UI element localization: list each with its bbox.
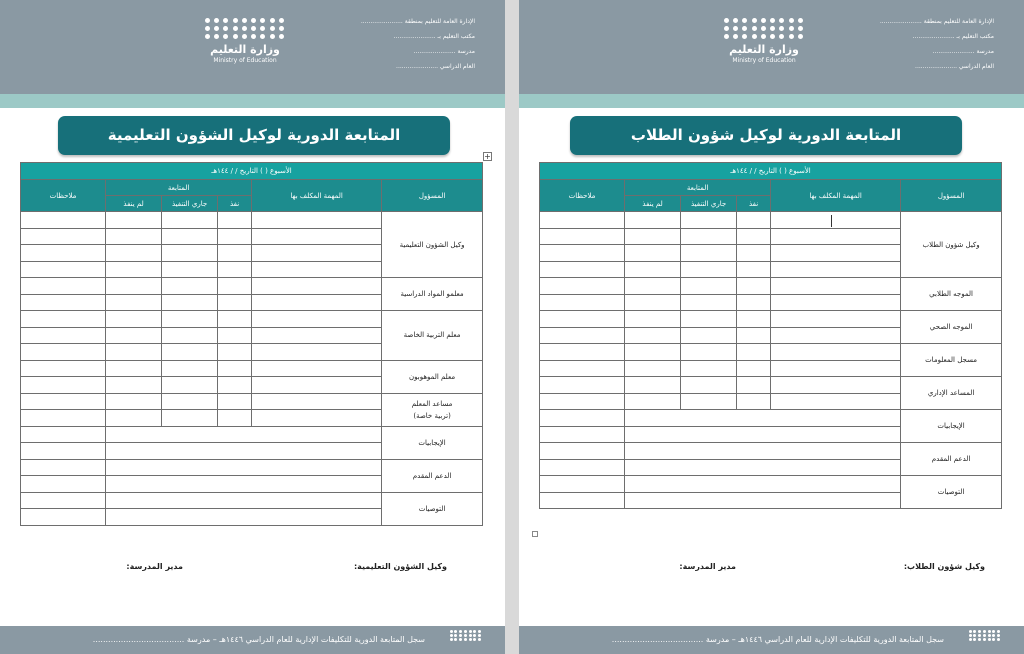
signature-principal: مدير المدرسة: <box>679 562 736 571</box>
table-cell[interactable] <box>21 410 106 427</box>
col-notes: ملاحظات <box>540 180 625 212</box>
summary-cell[interactable] <box>106 476 382 493</box>
table-cell[interactable] <box>681 228 737 245</box>
table-cell[interactable] <box>252 212 382 229</box>
role-label: وكيل الشؤون التعليمية <box>382 212 483 278</box>
page-title: المتابعة الدورية لوكيل الشؤون التعليمية <box>58 116 450 155</box>
table-cell[interactable] <box>737 344 771 361</box>
table-cell[interactable] <box>106 377 162 394</box>
page-left <box>0 0 505 654</box>
summary-label: التوصيات <box>901 476 1002 509</box>
summary-notes-cell[interactable] <box>21 509 106 526</box>
table-cell[interactable] <box>162 393 218 410</box>
table-cell[interactable] <box>771 261 901 278</box>
table-cell[interactable] <box>681 294 737 311</box>
summary-label: الإيجابيات <box>382 426 483 459</box>
role-label: الموجه الطلابي <box>901 278 1002 311</box>
table-cell[interactable] <box>625 360 681 377</box>
table-cell[interactable] <box>540 278 625 295</box>
table-cell[interactable] <box>218 360 252 377</box>
logo-english-text: Ministry of Education <box>732 57 796 64</box>
table-cell[interactable] <box>625 245 681 262</box>
col-in-progress: جاري التنفيذ <box>681 196 737 212</box>
summary-notes-cell[interactable] <box>21 492 106 509</box>
table-cell[interactable] <box>625 377 681 394</box>
table-cell[interactable] <box>771 311 901 328</box>
col-responsible: المسؤول <box>901 180 1002 212</box>
header-info <box>824 14 994 74</box>
table-cell[interactable] <box>218 278 252 295</box>
table-cell[interactable] <box>540 294 625 311</box>
table-cell[interactable] <box>771 360 901 377</box>
header-band <box>519 94 1024 108</box>
col-followup: المتابعة <box>625 180 771 196</box>
table-cell[interactable] <box>252 245 382 262</box>
header-school-line: مدرسة ...................... <box>413 48 475 55</box>
table-cell[interactable] <box>625 344 681 361</box>
role-label: معلم الموهوبون <box>382 360 483 393</box>
table-cell[interactable] <box>737 360 771 377</box>
summary-label: الدعم المقدم <box>382 459 483 492</box>
table-cell[interactable] <box>162 212 218 229</box>
role-label: وكيل شؤون الطلاب <box>901 212 1002 278</box>
table-cell[interactable] <box>21 344 106 361</box>
table-cell[interactable] <box>737 294 771 311</box>
table-cell[interactable] <box>106 410 162 427</box>
table-cell[interactable] <box>162 245 218 262</box>
table-cell[interactable] <box>21 245 106 262</box>
table-cell[interactable] <box>162 311 218 328</box>
page-footer <box>0 626 505 654</box>
header-year-line: العام الدراسي ...................... <box>915 63 994 70</box>
summary-cell[interactable] <box>625 426 901 443</box>
col-followup: المتابعة <box>106 180 252 196</box>
table-move-handle-icon[interactable]: + <box>484 152 491 161</box>
table-cell[interactable] <box>625 261 681 278</box>
header-year-line: العام الدراسي ...................... <box>396 63 475 70</box>
table-cell[interactable] <box>681 344 737 361</box>
role-label: مساعد المعلم (تربية خاصة) <box>382 393 483 426</box>
summary-cell[interactable] <box>106 459 382 476</box>
followup-table <box>20 162 483 526</box>
header-office-line: مكتب التعليم بـ ...................... <box>393 33 475 40</box>
table-cell[interactable] <box>625 278 681 295</box>
footer-logo-icon <box>964 630 1000 650</box>
table-cell[interactable] <box>218 393 252 410</box>
summary-cell[interactable] <box>625 476 901 493</box>
table-cell[interactable] <box>540 311 625 328</box>
summary-notes-cell[interactable] <box>540 410 625 427</box>
summary-cell[interactable] <box>625 443 901 460</box>
table-cell[interactable] <box>540 212 625 229</box>
ministry-logo-icon <box>205 18 285 40</box>
table-cell[interactable] <box>540 344 625 361</box>
table-cell[interactable] <box>106 327 162 344</box>
table-cell[interactable] <box>540 377 625 394</box>
table-resize-handle[interactable] <box>532 531 538 537</box>
table-cell[interactable] <box>737 212 771 229</box>
summary-notes-cell[interactable] <box>540 476 625 493</box>
summary-label: الدعم المقدم <box>901 443 1002 476</box>
table-cell[interactable] <box>737 245 771 262</box>
table-cell[interactable] <box>106 311 162 328</box>
role-label: المساعد الإداري <box>901 377 1002 410</box>
logo-arabic-text: وزارة التعليم <box>210 43 280 56</box>
summary-label: الإيجابيات <box>901 410 1002 443</box>
table-cell[interactable] <box>106 278 162 295</box>
table-cell[interactable] <box>252 393 382 410</box>
table-cell[interactable] <box>771 327 901 344</box>
table-cell[interactable] <box>218 228 252 245</box>
table-cell[interactable] <box>21 261 106 278</box>
table-cell[interactable] <box>252 261 382 278</box>
role-label: الموجه الصحي <box>901 311 1002 344</box>
table-cell[interactable] <box>106 261 162 278</box>
table-cell[interactable] <box>681 311 737 328</box>
table-cell[interactable] <box>162 377 218 394</box>
table-cell[interactable] <box>737 261 771 278</box>
table-cell[interactable] <box>21 393 106 410</box>
table-cell[interactable] <box>162 278 218 295</box>
col-task: المهمة المكلف بها <box>252 180 382 212</box>
table-cell[interactable] <box>540 228 625 245</box>
followup-table <box>539 162 1002 509</box>
table-cell[interactable] <box>252 294 382 311</box>
table-cell[interactable] <box>162 410 218 427</box>
ministry-logo-icon <box>724 18 804 40</box>
table-cell[interactable] <box>771 377 901 394</box>
table-cell[interactable] <box>737 228 771 245</box>
summary-notes-cell[interactable] <box>540 459 625 476</box>
table-cell[interactable] <box>252 360 382 377</box>
table-cell[interactable] <box>681 327 737 344</box>
table-cell[interactable] <box>540 245 625 262</box>
summary-notes-cell[interactable] <box>540 426 625 443</box>
table-cell[interactable] <box>162 261 218 278</box>
table-cell[interactable] <box>21 311 106 328</box>
table-cell[interactable] <box>737 311 771 328</box>
page-title: المتابعة الدورية لوكيل شؤون الطلاب <box>570 116 962 155</box>
header-school-line: مدرسة ...................... <box>932 48 994 55</box>
table-cell[interactable] <box>252 311 382 328</box>
page-footer <box>519 626 1024 654</box>
table-cell[interactable] <box>21 212 106 229</box>
header-region-line: الإدارة العامة للتعليم بمنطقة ...................... <box>360 18 475 25</box>
week-date-row[interactable]: الأسبوع ( ) التاريخ / / ١٤٤هـ <box>540 163 1002 180</box>
role-label: معلمو المواد الدراسية <box>382 278 483 311</box>
table-cell[interactable] <box>218 344 252 361</box>
table-cell[interactable] <box>540 360 625 377</box>
table-cell[interactable] <box>106 228 162 245</box>
role-label: مسجل المعلومات <box>901 344 1002 377</box>
summary-notes-cell[interactable] <box>21 476 106 493</box>
table-cell[interactable] <box>737 377 771 394</box>
table-cell[interactable] <box>252 228 382 245</box>
role-label: معلم التربية الخاصة <box>382 311 483 361</box>
summary-label: التوصيات <box>382 492 483 525</box>
page-header <box>0 0 505 94</box>
table-cell[interactable] <box>540 261 625 278</box>
col-task: المهمة المكلف بها <box>771 180 901 212</box>
table-cell[interactable] <box>771 212 901 229</box>
table-cell[interactable] <box>218 245 252 262</box>
header-region-line: الإدارة العامة للتعليم بمنطقة ...................... <box>879 18 994 25</box>
ministry-logo <box>709 18 819 78</box>
table-cell[interactable] <box>540 327 625 344</box>
summary-cell[interactable] <box>625 459 901 476</box>
summary-notes-cell[interactable] <box>540 443 625 460</box>
table-cell[interactable] <box>681 360 737 377</box>
table-cell[interactable] <box>21 327 106 344</box>
table-cell[interactable] <box>252 377 382 394</box>
col-responsible: المسؤول <box>382 180 483 212</box>
table-cell[interactable] <box>162 228 218 245</box>
table-cell[interactable] <box>218 311 252 328</box>
table-cell[interactable] <box>21 360 106 377</box>
table-cell[interactable] <box>625 228 681 245</box>
col-done: نفذ <box>218 196 252 212</box>
table-cell[interactable] <box>540 393 625 410</box>
summary-cell[interactable] <box>106 492 382 509</box>
table-cell[interactable] <box>106 212 162 229</box>
summary-cell[interactable] <box>106 426 382 443</box>
col-not-done: لم ينفذ <box>106 196 162 212</box>
page-right <box>519 0 1024 654</box>
table-cell[interactable] <box>106 360 162 377</box>
table-cell[interactable] <box>681 377 737 394</box>
signature-deputy: وكيل الشؤون التعليمية: <box>353 562 447 571</box>
summary-cell[interactable] <box>625 410 901 427</box>
table-cell[interactable] <box>737 327 771 344</box>
table-cell[interactable] <box>771 344 901 361</box>
table-cell[interactable] <box>252 344 382 361</box>
table-cell[interactable] <box>625 294 681 311</box>
header-office-line: مكتب التعليم بـ ...................... <box>912 33 994 40</box>
summary-notes-cell[interactable] <box>21 443 106 460</box>
col-notes: ملاحظات <box>21 180 106 212</box>
table-cell[interactable] <box>162 294 218 311</box>
table-cell[interactable] <box>106 245 162 262</box>
table-cell[interactable] <box>252 278 382 295</box>
text-cursor <box>831 215 832 227</box>
table-cell[interactable] <box>21 377 106 394</box>
table-cell[interactable] <box>625 311 681 328</box>
table-cell[interactable] <box>162 327 218 344</box>
table-cell[interactable] <box>21 278 106 295</box>
logo-english-text: Ministry of Education <box>213 57 277 64</box>
col-done: نفذ <box>737 196 771 212</box>
ministry-logo <box>190 18 300 78</box>
table-cell[interactable] <box>218 377 252 394</box>
table-cell[interactable] <box>737 278 771 295</box>
table-cell[interactable] <box>681 212 737 229</box>
summary-notes-cell[interactable] <box>21 426 106 443</box>
header-band <box>0 94 505 108</box>
page-header <box>519 0 1024 94</box>
table-cell[interactable] <box>218 261 252 278</box>
table-cell[interactable] <box>252 327 382 344</box>
table-cell[interactable] <box>162 344 218 361</box>
signature-principal: مدير المدرسة: <box>126 562 183 571</box>
table-cell[interactable] <box>771 393 901 410</box>
table-cell[interactable] <box>106 294 162 311</box>
footer-text: سجل المتابعة الدورية للتكليفات الإدارية للعام الدراسي ١٤٤٦هـ – مدرسة .................................... <box>611 635 944 644</box>
table-cell[interactable] <box>218 294 252 311</box>
table-cell[interactable] <box>218 327 252 344</box>
header-info <box>305 14 475 74</box>
table-cell[interactable] <box>21 228 106 245</box>
summary-notes-cell[interactable] <box>540 492 625 509</box>
table-cell[interactable] <box>681 245 737 262</box>
table-cell[interactable] <box>681 278 737 295</box>
table-cell[interactable] <box>252 410 382 427</box>
col-in-progress: جاري التنفيذ <box>162 196 218 212</box>
table-cell[interactable] <box>625 212 681 229</box>
week-date-row[interactable]: الأسبوع ( ) التاريخ / / ١٤٤هـ <box>21 163 483 180</box>
table-cell[interactable] <box>106 393 162 410</box>
table-cell[interactable] <box>106 344 162 361</box>
signature-deputy: وكيل شؤون الطلاب: <box>903 562 985 571</box>
table-cell[interactable] <box>681 393 737 410</box>
table-cell[interactable] <box>218 212 252 229</box>
summary-cell[interactable] <box>625 492 901 509</box>
table-cell[interactable] <box>625 393 681 410</box>
table-cell[interactable] <box>218 410 252 427</box>
footer-text: سجل المتابعة الدورية للتكليفات الإدارية للعام الدراسي ١٤٤٦هـ – مدرسة .................................... <box>92 635 425 644</box>
table-cell[interactable] <box>21 294 106 311</box>
table-cell[interactable] <box>771 294 901 311</box>
logo-arabic-text: وزارة التعليم <box>729 43 799 56</box>
table-cell[interactable] <box>771 278 901 295</box>
summary-cell[interactable] <box>106 443 382 460</box>
table-cell[interactable] <box>737 393 771 410</box>
table-cell[interactable] <box>162 360 218 377</box>
table-cell[interactable] <box>625 327 681 344</box>
table-cell[interactable] <box>771 245 901 262</box>
summary-cell[interactable] <box>106 509 382 526</box>
table-cell[interactable] <box>771 228 901 245</box>
col-not-done: لم ينفذ <box>625 196 681 212</box>
table-cell[interactable] <box>681 261 737 278</box>
summary-notes-cell[interactable] <box>21 459 106 476</box>
footer-logo-icon <box>445 630 481 650</box>
